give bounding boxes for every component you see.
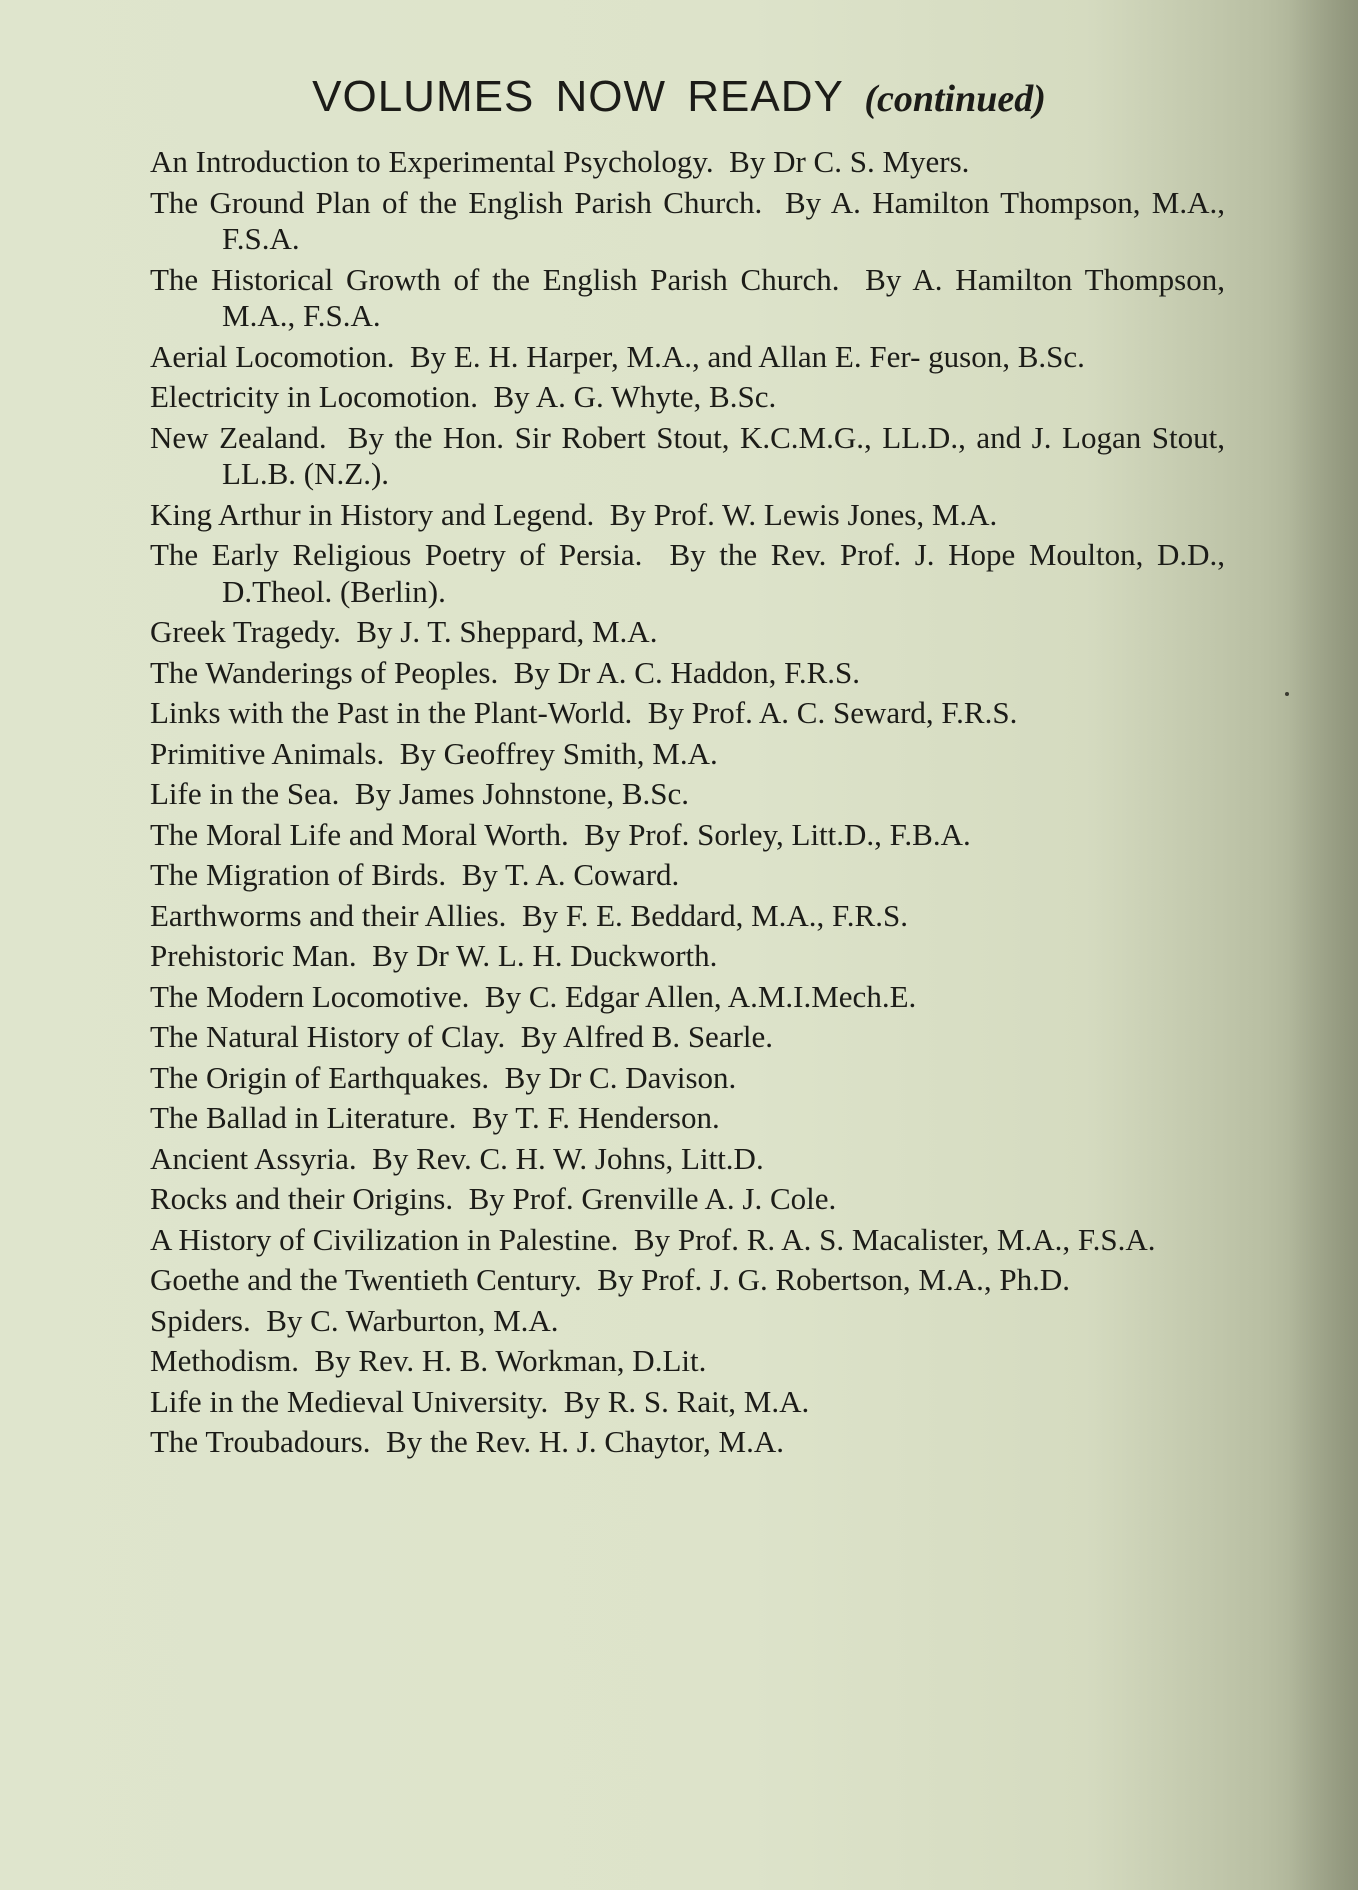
- volume-entry: [150, 144, 1225, 181]
- volume-title: A History of Civilization in Palestine.: [150, 1221, 619, 1257]
- volume-author: By T. A. Coward.: [461, 857, 680, 892]
- volume-title: Prehistoric Man.: [150, 938, 357, 973]
- volume-entry: [150, 614, 1225, 651]
- volume-author: By Prof. W. Lewis Jones, M.A.: [609, 496, 998, 532]
- volume-author: By the Rev. H. J. Chaytor, M.A.: [385, 1424, 784, 1459]
- volume-entry: [150, 1181, 1225, 1218]
- volume-author: By Prof. Grenville A. J. Cole.: [468, 1181, 837, 1216]
- volume-author: By Dr A. C. Haddon, F.R.S.: [513, 654, 861, 690]
- volume-author: By C. Edgar Allen, A.M.I.Mech.E.: [484, 978, 917, 1014]
- volume-author: By R. S. Rait, M.A.: [563, 1383, 810, 1419]
- heading-text: VOLUMES NOW READY: [312, 72, 844, 121]
- volume-entry: [150, 1384, 1225, 1421]
- volume-title: Goethe and the Twentieth Century.: [150, 1262, 582, 1297]
- volume-entry: [150, 1019, 1225, 1056]
- volume-title: The Migration of Birds.: [150, 857, 447, 892]
- volume-author: By A. G. Whyte, B.Sc.: [493, 379, 777, 414]
- volume-entry: [150, 1424, 1225, 1461]
- volume-entry: [150, 898, 1225, 935]
- volume-author: By A. Hamilton Thompson, M.A., F.S.A.: [222, 184, 1225, 256]
- volume-entry: [150, 379, 1225, 416]
- volume-author: By Rev. H. B. Workman, D.Lit.: [314, 1343, 707, 1378]
- volume-author: By T. F. Henderson.: [471, 1100, 720, 1135]
- volume-title: Links with the Past in the Plant-World.: [150, 695, 633, 730]
- volume-title: Ancient Assyria.: [150, 1140, 357, 1176]
- volume-entry: [150, 1100, 1225, 1137]
- volume-title: An Introduction to Experimental Psychology.: [150, 144, 714, 179]
- volume-entry: [150, 1060, 1225, 1097]
- volume-title: The Modern Locomotive.: [150, 978, 470, 1014]
- volume-title: The Troubadours.: [150, 1424, 371, 1459]
- volume-title: The Historical Growth of the English Parish Church.: [150, 261, 840, 297]
- volume-author: By Rev. C. H. W. Johns, Litt.D.: [372, 1140, 764, 1176]
- volume-title: Aerial Locomotion.: [150, 338, 395, 374]
- volume-entry: [150, 185, 1225, 258]
- volume-entry: [150, 339, 1225, 376]
- volume-title: Life in the Sea.: [150, 776, 340, 811]
- volume-author: By C. Warburton, M.A.: [266, 1302, 559, 1338]
- volume-title: Spiders.: [150, 1302, 251, 1338]
- volume-author: By Geoffrey Smith, M.A.: [399, 735, 718, 771]
- volume-entry: [150, 1222, 1225, 1259]
- volume-title: The Natural History of Clay.: [150, 1019, 506, 1054]
- volume-entry: [150, 497, 1225, 534]
- volume-title: Methodism.: [150, 1343, 299, 1378]
- volume-entry: [150, 776, 1225, 813]
- volume-title: The Ground Plan of the English Parish Church.: [150, 184, 763, 220]
- volume-author: By Prof. Sorley, Litt.D., F.B.A.: [584, 816, 971, 852]
- page-heading: [0, 72, 1358, 122]
- volume-title: The Early Religious Poetry of Persia.: [150, 537, 643, 572]
- volume-entry: [150, 979, 1225, 1016]
- volume-title: Electricity in Locomotion.: [150, 379, 478, 414]
- volume-author: By James Johnstone, B.Sc.: [354, 776, 690, 811]
- volume-entry: [150, 938, 1225, 975]
- volume-author: By J. T. Sheppard, M.A.: [356, 614, 658, 649]
- volume-author: By the Rev. Prof. J. Hope Moulton, D.D., D.Theol. (Berlin).: [222, 537, 1226, 609]
- volume-author: By Dr C. Davison.: [504, 1059, 737, 1095]
- page-speck: [1285, 692, 1289, 696]
- volume-entry: [150, 537, 1225, 610]
- volume-author: By Prof. J. G. Robertson, M.A., Ph.D.: [597, 1262, 1070, 1297]
- volume-entry: [150, 1141, 1225, 1178]
- volume-entry: [150, 817, 1225, 854]
- volume-title: The Wanderings of Peoples.: [150, 654, 499, 690]
- volume-entry: [150, 262, 1225, 335]
- volume-entry: [150, 1343, 1225, 1380]
- volume-entry: [150, 420, 1225, 493]
- volume-author: By F. E. Beddard, M.A., F.R.S.: [521, 897, 908, 933]
- volume-entry: [150, 695, 1225, 732]
- volume-author: By E. H. Harper, M.A., and Allan E. Fer- guson, B.Sc.: [410, 338, 1085, 374]
- volume-author: By Prof. A. C. Seward, F.R.S.: [647, 695, 1018, 730]
- volume-title: Rocks and their Origins.: [150, 1181, 454, 1216]
- volume-author: By Dr C. S. Myers.: [729, 144, 970, 179]
- volume-title: The Origin of Earthquakes.: [150, 1059, 490, 1095]
- volume-title: The Moral Life and Moral Worth.: [150, 816, 569, 852]
- volume-title: Life in the Medieval University.: [150, 1383, 549, 1419]
- volume-author: By Prof. R. A. S. Macalister, M.A., F.S.A.: [633, 1221, 1156, 1257]
- volume-entry: [150, 736, 1225, 773]
- volume-title: Greek Tragedy.: [150, 614, 341, 649]
- volume-entry: [150, 1303, 1225, 1340]
- volume-title: King Arthur in History and Legend.: [150, 496, 595, 532]
- volume-author: By A. Hamilton Thompson, M.A., F.S.A.: [222, 261, 1225, 333]
- volume-title: Earthworms and their Allies.: [150, 897, 507, 933]
- volume-entry: [150, 1262, 1225, 1299]
- volume-title: New Zealand.: [150, 419, 327, 455]
- heading-note: (continued): [864, 78, 1046, 120]
- volume-list: [150, 144, 1225, 1465]
- volume-author: By Dr W. L. H. Duckworth.: [372, 938, 718, 973]
- volume-entry: [150, 857, 1225, 894]
- volume-title: The Ballad in Literature.: [150, 1100, 457, 1135]
- volume-entry: [150, 655, 1225, 692]
- volume-title: Primitive Animals.: [150, 735, 385, 771]
- volume-author: By the Hon. Sir Robert Stout, K.C.M.G., LL.D., and J. Logan Stout, LL.B. (N.Z.).: [222, 419, 1225, 491]
- volume-author: By Alfred B. Searle.: [520, 1019, 774, 1054]
